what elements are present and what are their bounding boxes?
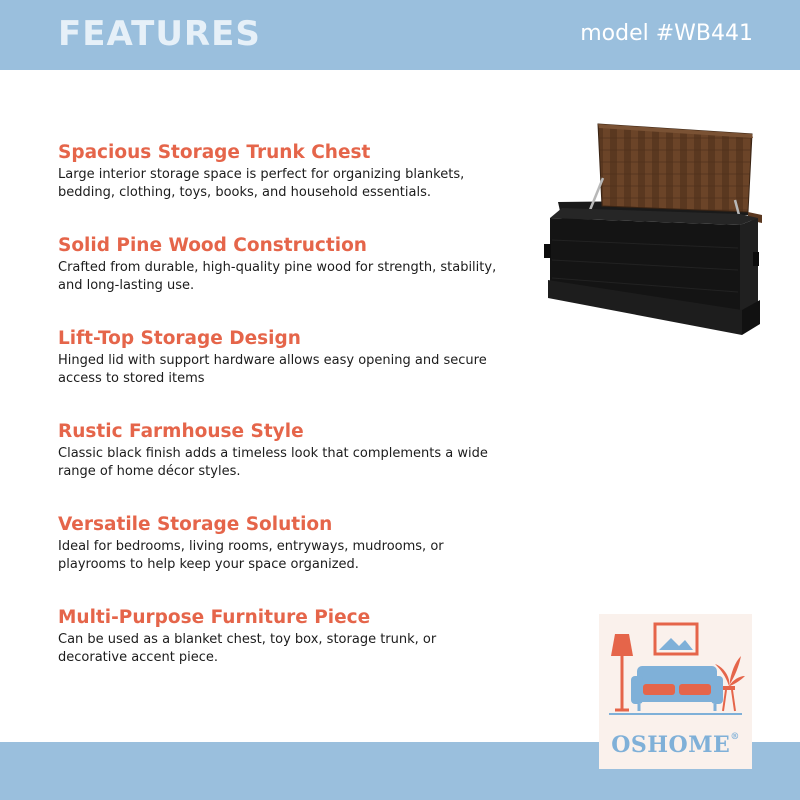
logo-wordmark bbox=[599, 732, 752, 758]
feature-item bbox=[58, 140, 508, 233]
registered-mark: ® bbox=[730, 732, 740, 742]
feature-title: Solid Pine Wood Construction bbox=[58, 235, 367, 256]
feature-title: Multi-Purpose Furniture Piece bbox=[58, 607, 371, 628]
feature-item bbox=[58, 512, 508, 605]
sofa-lamp-plant-icon bbox=[599, 614, 752, 732]
logo-text: OSHOME bbox=[611, 732, 731, 758]
feature-title: Versatile Storage Solution bbox=[58, 514, 333, 535]
feature-list bbox=[58, 140, 508, 698]
feature-title: Lift-Top Storage Design bbox=[58, 328, 301, 349]
feature-title: Spacious Storage Trunk Chest bbox=[58, 142, 371, 163]
feature-description: Large interior storage space is perfect for organizing blankets, bedding, clothing, toys, books, and household essentials. bbox=[58, 167, 465, 200]
model-number: model #WB441 bbox=[580, 21, 753, 46]
feature-description: Classic black finish adds a timeless look that complements a wide range of home décor styles. bbox=[58, 446, 488, 479]
feature-item bbox=[58, 233, 508, 326]
product-image bbox=[540, 120, 770, 350]
feature-description: Crafted from durable, high-quality pine wood for strength, stability, and long-lasting use. bbox=[58, 260, 497, 293]
feature-title: Rustic Farmhouse Style bbox=[58, 421, 304, 442]
header-band bbox=[0, 0, 800, 70]
brand-logo bbox=[599, 614, 752, 769]
feature-item bbox=[58, 605, 508, 698]
page-title: FEATURES bbox=[58, 14, 261, 54]
feature-description: Can be used as a blanket chest, toy box, storage trunk, or decorative accent piece. bbox=[58, 632, 437, 665]
feature-item bbox=[58, 419, 508, 512]
feature-description: Ideal for bedrooms, living rooms, entryways, mudrooms, or playrooms to help keep your space organized. bbox=[58, 539, 444, 572]
feature-item bbox=[58, 326, 508, 419]
storage-trunk-chest-illustration bbox=[540, 120, 770, 350]
feature-description: Hinged lid with support hardware allows easy opening and secure access to stored items bbox=[58, 353, 487, 386]
